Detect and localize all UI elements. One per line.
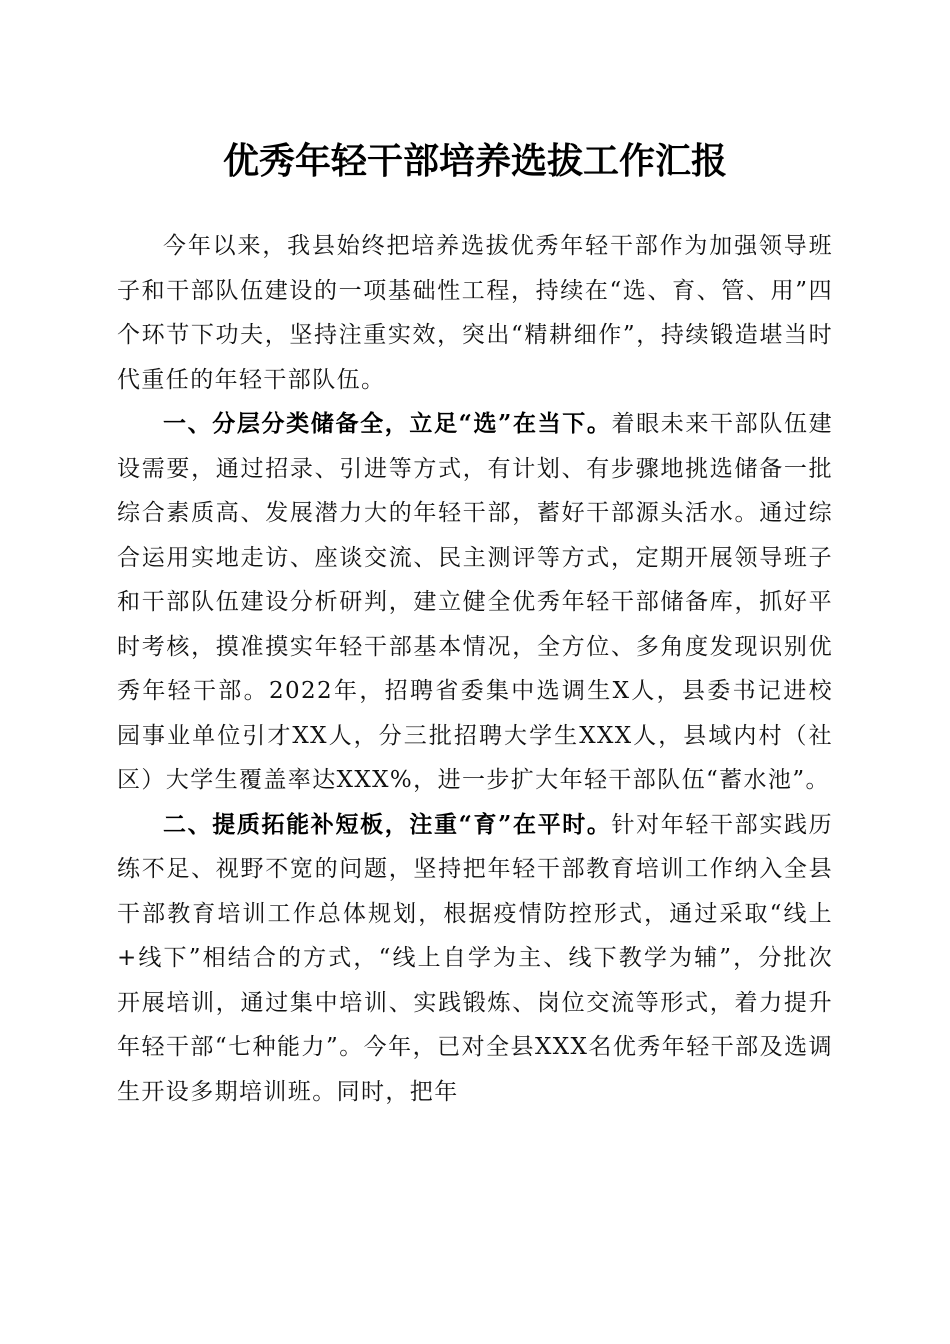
document-title: 优秀年轻干部培养选拔工作汇报 bbox=[222, 140, 727, 182]
document-body bbox=[117, 224, 833, 1114]
paragraph-intro bbox=[117, 224, 833, 402]
section-heading: 一、分层分类储备全，立足“选”在当下。 bbox=[163, 410, 612, 437]
paragraph-text: 针对年轻干部实践历练不足、视野不宽的问题，坚持把年轻干部教育培训工作纳入全县干部教育培训工作总体规划，根据疫情防控形式，通过采取“线上+线下”相结合的方式，“线上自学为主、线下教学为辅”，分批次开展培训，通过集中培训、实践锻炼、岗位交流等形式，着力提升年轻干部“七种能力”。今年，已对全县XXX名优秀年轻干部及选调生开设多期培训班。同时，把年 bbox=[117, 811, 833, 1105]
paragraph-text: 着眼未来干部队伍建设需要，通过招录、引进等方式，有计划、有步骤地挑选储备一批综合素质高、发展潜力大的年轻干部，蓄好干部源头活水。通过综合运用实地走访、座谈交流、民主测评等方式，定期开展领导班子和干部队伍建设分析研判，建立健全优秀年轻干部储备库，抓好平时考核，摸准摸实年轻干部基本情况，全方位、多角度发现识别优秀年轻干部。2022年，招聘省委集中选调生X人，县委书记进校园事业单位引才XX人，分三批招聘大学生XXX人，县域内村（社区）大学生覆盖率达XXX%，进一步扩大年轻干部队伍“蓄水池”。 bbox=[117, 411, 833, 793]
paragraph-section-2 bbox=[117, 803, 833, 1115]
paragraph-section-1 bbox=[117, 402, 833, 803]
section-heading: 二、提质拓能补短板，注重“育”在平时。 bbox=[163, 810, 612, 838]
paragraph-text: 今年以来，我县始终把培养选拔优秀年轻干部作为加强领导班子和干部队伍建设的一项基础性工程，持续在“选、育、管、用”四个环节下功夫，坚持注重实效，突出“精耕细作”，持续锻造堪当时代重任的年轻干部队伍。 bbox=[117, 233, 833, 393]
